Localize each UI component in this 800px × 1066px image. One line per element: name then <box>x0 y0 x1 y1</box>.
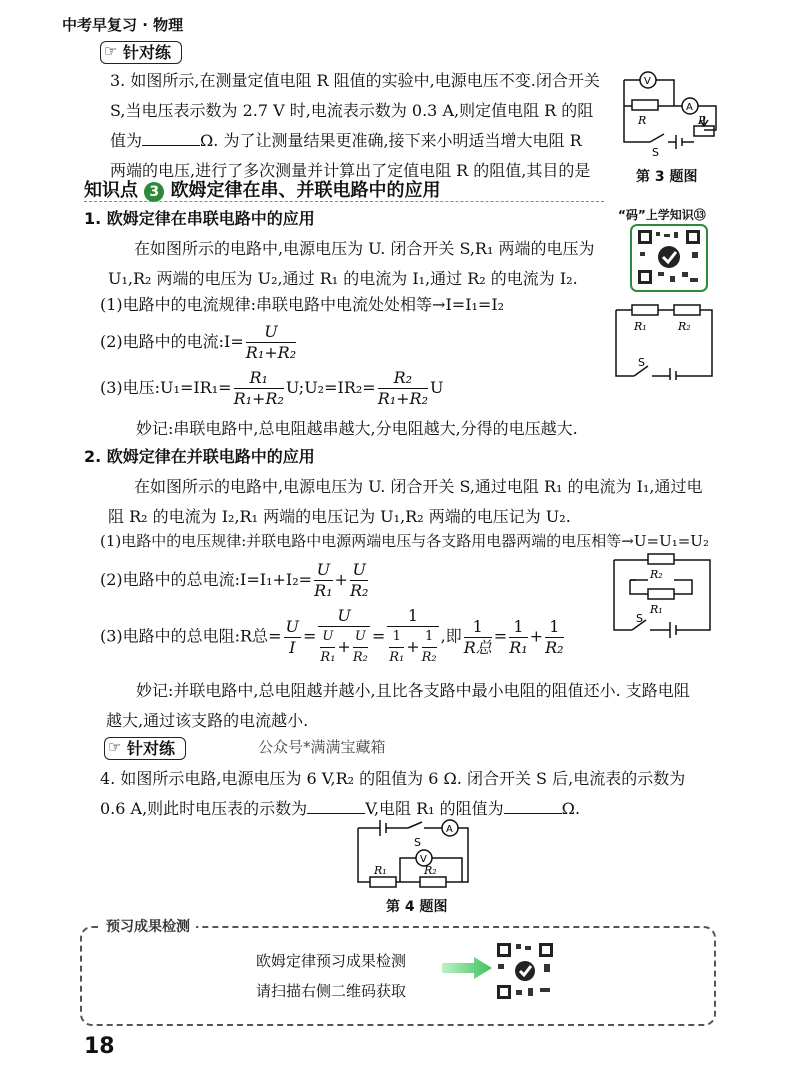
svg-text:R₂: R₂ <box>424 864 437 877</box>
s2-memo: 妙记:并联电路中,总电阻越并越小,且比各支路中最小电阻的阻值还小. 支路电阻 越大,通过该支路的电流越小. <box>106 681 690 730</box>
q3-line: 两端的电压,进行了多次测量并计算出了定值电阻 R 的阻值,其目的是 <box>110 161 591 180</box>
page-number: 18 <box>84 1034 115 1059</box>
svg-text:R₁: R₁ <box>374 864 387 877</box>
svg-text:A: A <box>446 824 453 835</box>
watermark-text: 公众号*满满宝藏箱 <box>258 738 386 756</box>
q3-line: S,当电压表示数为 2.7 V 时,电流表示数为 0.3 A,则定值电阻 R 的阻 <box>110 101 594 120</box>
kp-prefix: 知识点 <box>84 180 138 201</box>
practice-tag-2 <box>104 736 186 759</box>
question-4 <box>100 764 740 824</box>
practice-tag <box>100 40 182 63</box>
divider <box>84 201 604 202</box>
svg-text:S: S <box>638 356 645 369</box>
answer-blank[interactable] <box>504 797 562 814</box>
svg-text:R₁: R₁ <box>634 320 647 333</box>
q3-line: 值为 Ω. 为了让测量结果更准确,接下来小明适当增大电阻 R <box>110 131 582 150</box>
q3-circuit-figure <box>612 66 728 158</box>
svg-text:S: S <box>636 612 643 625</box>
svg-text:R₂: R₂ <box>678 320 691 333</box>
svg-text:S: S <box>652 146 659 158</box>
preview-label: 预习成果检测 <box>100 916 196 936</box>
q4-line: 4. 如图所示电路,电源电压为 6 V,R₂ 的阻值为 6 Ω. 闭合开关 S 后,电流表的示数为 <box>100 769 686 788</box>
svg-text:R₁: R₁ <box>650 603 663 616</box>
preview-line: 欧姆定律预习成果检测 <box>256 952 407 970</box>
s1-line: 在如图所示的电路中,电源电压为 U. 闭合开关 S,R₁ 两端的电压为 <box>134 239 595 258</box>
section-2-title: 2. 欧姆定律在并联电路中的应用 <box>84 447 315 466</box>
header-title: 中考早复习 · 物理 <box>62 16 184 34</box>
q3-caption: 第 3 题图 <box>636 169 698 185</box>
kp-title: 欧姆定律在串、并联电路中的应用 <box>170 180 441 201</box>
knowledge-point-3-heading <box>84 176 441 202</box>
s1-point-1: (1)电路中的电流规律:串联电路中电流处处相等→I=I₁=I₂ <box>100 295 505 314</box>
q4-circuit-figure <box>352 818 478 890</box>
s1-point-2: (2)电路中的电流:I= $\frac{U}{\text{R₁+R₂}}$ <box>100 322 297 362</box>
practice-tag-label: 针对练 <box>100 41 182 64</box>
section-1-intro <box>108 234 608 294</box>
svg-text:P: P <box>698 114 706 127</box>
svg-text:S: S <box>414 836 421 849</box>
q4-caption: 第 4 题图 <box>386 899 448 915</box>
arrow-right-icon <box>440 956 494 980</box>
section-1-title: 1. 欧姆定律在串联电路中的应用 <box>84 209 315 228</box>
s1-point-3: (3)电压:U₁=IR₁= $\frac{\text{R₁}}{\text{R₁+R₂}}$ U;U₂=IR₂= $\frac{\text{R₂}}{\text{R₁+R₂}}$ U <box>100 368 444 408</box>
s2-line: 在如图所示的电路中,电源电压为 U. 闭合开关 S,通过电阻 R₁ 的电流为 I₁,通过电 <box>134 477 703 496</box>
answer-blank[interactable] <box>142 129 200 146</box>
hand-icon: ☞ <box>104 42 118 60</box>
q4-line: 0.6 A,则此时电压表的示数为 V,电阻 R₁ 的阻值为 Ω. <box>100 799 581 818</box>
s2-point-1: (1)电路中的电压规律:并联电路中电源两端电压与各支路用电器两端的电压相等→U=U₁=U₂ <box>100 532 709 550</box>
s2-line: 阻 R₂ 的电流为 I₂,R₁ 两端的电压记为 U₁,R₂ 两端的电压记为 U₂. <box>108 507 571 526</box>
series-circuit-figure <box>608 300 720 380</box>
qr-hint: “码”上学知识⑬ <box>618 208 706 222</box>
s1-memo: 妙记:串联电路中,总电阻越串越大,分电阻越大,分得的电压越大. <box>136 419 578 438</box>
answer-blank[interactable] <box>307 797 365 814</box>
parallel-circuit-figure <box>606 550 718 640</box>
preview-text <box>256 946 406 1006</box>
practice-tag-label: 针对练 <box>104 737 186 760</box>
qr-code-icon[interactable] <box>630 224 708 292</box>
q3-line: 3. 如图所示,在测量定值电阻 R 阻值的实验中,电源电压不变.闭合开关 <box>110 71 600 90</box>
svg-text:V: V <box>420 854 427 865</box>
kp-badge: 3 <box>144 182 164 202</box>
svg-text:V: V <box>644 76 651 87</box>
svg-text:A: A <box>686 102 693 113</box>
section-2-intro <box>108 472 728 532</box>
s2-point-2: (2)电路中的总电流:I=I₁+I₂= $\frac{U}{\text{R₁}}$ + $\frac{U}{\text{R₂}}$ <box>100 560 369 600</box>
s1-line: U₁,R₂ 两端的电压为 U₂,通过 R₁ 的电流为 I₁,通过 R₂ 的电流为 I₂. <box>108 269 578 288</box>
question-3 <box>110 66 610 186</box>
svg-text:R₂: R₂ <box>650 568 663 581</box>
svg-text:R: R <box>638 114 647 127</box>
resistor-r <box>632 100 658 110</box>
hand-icon: ☞ <box>108 738 122 756</box>
s2-point-3: (3)电路中的总电阻:R总= $\frac{U}{I}$ = U $\frac{U}{\text{R₁}}$ + $\frac{U}{\text{R₂}}$ = 1 $\frac{1}{\text{R₁}}$ + $\frac{1}{\text{R₂}}$ ,即 $\frac{1}{\text{R总}}$ = $\frac{1}{\text{R₁}}$ + $\frac{1}{\text{R₂}}$ <box>100 606 564 665</box>
preview-line: 请扫描右侧二维码获取 <box>256 982 407 1000</box>
qr-code-icon[interactable] <box>494 940 556 1002</box>
